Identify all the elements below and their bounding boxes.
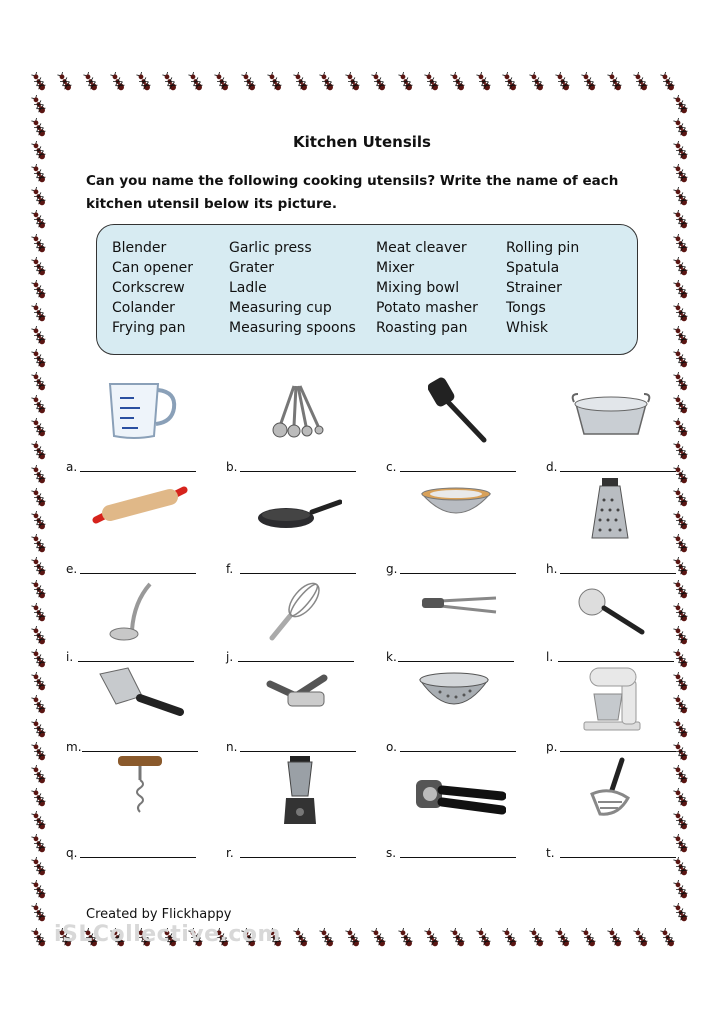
ant-border-icon [501,928,519,948]
measuring-cup-icon [104,378,182,442]
roasting-pan-icon [570,388,652,440]
ladle-icon [104,580,156,644]
ant-border-icon [370,72,388,92]
ant-border-icon [672,280,690,300]
item-label: c. [386,460,397,474]
ant-border-icon [30,695,48,715]
item-label: j. [226,650,234,664]
ant-border-icon [344,72,362,92]
ant-border-icon [554,72,572,92]
instructions: Can you name the following cooking utensils? Write the name of each kitchen utensil below its picture. [86,173,619,212]
item-label: k. [386,650,397,664]
word-bank-column-2 [229,238,356,338]
rolling-pin-icon [92,484,188,526]
ant-border-icon [30,72,48,92]
ant-border-icon [187,72,205,92]
answer-line[interactable] [558,661,674,662]
ant-border-icon [672,210,690,230]
word-bank-entry: Ladle [229,280,267,296]
item-label: l. [546,650,554,664]
ant-border-icon [672,603,690,623]
ant-border-icon [672,903,690,923]
ant-border-icon [475,72,493,92]
item-label: h. [546,562,558,576]
item-label: i. [66,650,74,664]
ant-border-icon [580,72,598,92]
ant-border-icon [672,649,690,669]
answer-line[interactable] [400,751,516,752]
ant-border-icon [672,303,690,323]
ant-border-icon [318,928,336,948]
ant-border-icon [30,534,48,554]
ant-border-icon [30,441,48,461]
ant-border-icon [292,72,310,92]
word-bank-entry: Colander [112,300,175,316]
ant-border-icon [397,928,415,948]
item-label: n. [226,740,238,754]
watermark: iSLCollective.com [54,922,281,947]
answer-line[interactable] [400,857,516,858]
worksheet-title: Kitchen Utensils [293,133,431,151]
ant-border-icon [632,928,650,948]
ant-border-icon [672,372,690,392]
ant-border-icon [318,72,336,92]
ant-border-icon [30,880,48,900]
item-label: g. [386,562,398,576]
tongs-icon [418,592,500,620]
ant-border-icon [672,880,690,900]
ant-border-icon [30,719,48,739]
word-bank-entry: Roasting pan [376,320,468,336]
item-label: r. [226,846,234,860]
answer-line[interactable] [560,751,676,752]
can-opener-icon [414,772,506,818]
ant-border-icon [632,72,650,92]
answer-line[interactable] [80,857,196,858]
ant-border-icon [30,603,48,623]
corkscrew-icon [116,754,164,814]
ant-border-icon [580,928,598,948]
word-bank-entry: Potato masher [376,300,478,316]
word-bank-entry: Whisk [506,320,549,336]
answer-line[interactable] [400,471,516,472]
ant-border-icon [109,72,127,92]
ant-border-icon [672,811,690,831]
word-bank-column-4 [506,238,579,338]
word-bank-entry: Grater [229,260,275,276]
ant-border-icon [528,72,546,92]
word-bank-entry: Strainer [506,280,562,296]
word-bank-entry: Corkscrew [112,280,185,296]
ant-border-icon [30,765,48,785]
word-bank-entry: Frying pan [112,320,186,336]
ant-border-icon [266,72,284,92]
word-bank-entry: Can opener [112,260,193,276]
word-bank-entry: Mixer [376,260,415,276]
ant-border-icon [672,349,690,369]
word-bank [96,224,638,355]
ant-border-icon [30,326,48,346]
ant-border-icon [672,164,690,184]
ant-border-icon [672,765,690,785]
ant-border-icon [82,72,100,92]
ant-border-icon [30,857,48,877]
mixing-bowl-icon [420,486,492,526]
item-label: a. [66,460,78,474]
ant-border-icon [672,234,690,254]
ant-border-icon [240,72,258,92]
ant-border-icon [30,349,48,369]
ant-border-icon [672,465,690,485]
whisk-icon [266,580,324,642]
word-bank-entry: Mixing bowl [376,280,460,296]
ant-border-icon [30,580,48,600]
ant-border-icon [292,928,310,948]
ant-border-icon [30,903,48,923]
ant-border-icon [30,557,48,577]
item-label: f. [226,562,234,576]
ant-border-icon [423,72,441,92]
grater-icon [588,476,632,542]
ant-border-icon [672,672,690,692]
ant-border-icon [606,72,624,92]
item-label: q. [66,846,78,860]
meat-cleaver-icon [98,666,184,716]
answer-line[interactable] [80,471,196,472]
ant-border-icon [449,928,467,948]
item-label: b. [226,460,238,474]
ant-border-icon [30,372,48,392]
ant-border-icon [672,418,690,438]
ant-border-icon [30,210,48,230]
answer-line[interactable] [400,573,516,574]
spatula-icon [428,376,490,444]
word-bank-entry: Measuring spoons [229,320,356,336]
ant-border-icon [30,672,48,692]
ant-border-icon [30,834,48,854]
word-bank-entry: Garlic press [229,240,312,256]
word-bank-column-3 [376,238,478,338]
ant-border-top [30,72,677,92]
ant-border-icon [30,928,48,948]
item-label: e. [66,562,78,576]
ant-border-icon [672,719,690,739]
ant-border-icon [672,326,690,346]
ant-border-icon [659,72,677,92]
ant-border-icon [672,187,690,207]
ant-border-icon [30,257,48,277]
ant-border-icon [30,811,48,831]
answer-line[interactable] [560,857,676,858]
ant-border-icon [672,488,690,508]
answer-line[interactable] [80,573,196,574]
answer-line[interactable] [82,751,198,752]
ant-border-left [30,95,48,923]
ant-border-icon [135,72,153,92]
answer-line[interactable] [240,471,356,472]
ant-border-icon [672,857,690,877]
ant-border-icon [30,626,48,646]
credit-text: Created by Flickhappy [86,907,232,922]
ant-border-right [672,95,690,923]
item-label: t. [546,846,555,860]
ant-border-icon [659,928,677,948]
word-bank-entry: Rolling pin [506,240,580,256]
measuring-spoons-icon [268,382,330,440]
ant-border-icon [30,742,48,762]
word-bank-entry: Meat cleaver [376,240,467,256]
ant-border-icon [554,928,572,948]
answer-line[interactable] [238,661,354,662]
ant-border-icon [672,534,690,554]
ant-border-icon [30,303,48,323]
ant-border-icon [672,511,690,531]
word-bank-entry: Measuring cup [229,300,332,316]
ant-border-icon [30,511,48,531]
answer-line[interactable] [560,471,676,472]
ant-border-icon [528,928,546,948]
ant-border-icon [30,280,48,300]
potato-masher-icon [588,756,632,820]
ant-border-icon [30,95,48,115]
ant-border-icon [672,95,690,115]
word-bank-column-1 [112,238,193,338]
answer-line[interactable] [240,857,356,858]
answer-line[interactable] [398,661,514,662]
ant-border-icon [30,164,48,184]
ant-border-icon [213,72,231,92]
ant-border-icon [30,788,48,808]
item-label: d. [546,460,558,474]
ant-border-icon [672,441,690,461]
answer-line[interactable] [560,573,676,574]
ant-border-icon [397,72,415,92]
ant-border-icon [30,395,48,415]
ant-border-icon [672,626,690,646]
answer-line[interactable] [78,661,194,662]
mixer-icon [578,664,646,736]
item-label: s. [386,846,397,860]
word-bank-entry: Blender [112,240,167,256]
ant-border-icon [672,257,690,277]
word-bank-entry: Tongs [506,300,546,316]
ant-border-icon [672,695,690,715]
frying-pan-icon [256,498,342,532]
ant-border-icon [30,418,48,438]
answer-line[interactable] [240,573,356,574]
ant-border-icon [449,72,467,92]
ant-border-icon [475,928,493,948]
ant-border-icon [672,580,690,600]
item-label: p. [546,740,558,754]
ant-border-icon [344,928,362,948]
word-bank-entry: Spatula [506,260,560,276]
item-label: o. [386,740,397,754]
garlic-press-icon [266,668,330,720]
ant-border-icon [30,465,48,485]
ant-border-icon [161,72,179,92]
ant-border-icon [30,187,48,207]
ant-border-icon [370,928,388,948]
ant-border-icon [606,928,624,948]
ant-border-icon [672,788,690,808]
ant-border-icon [30,488,48,508]
ant-border-icon [672,395,690,415]
strainer-icon [576,586,646,636]
ant-border-icon [672,834,690,854]
colander-icon [414,670,494,720]
ant-border-icon [30,234,48,254]
answer-line[interactable] [240,751,356,752]
blender-icon [280,754,320,826]
ant-border-icon [423,928,441,948]
ant-border-icon [30,649,48,669]
ant-border-icon [56,72,74,92]
ant-border-icon [501,72,519,92]
item-label: m. [66,740,82,754]
